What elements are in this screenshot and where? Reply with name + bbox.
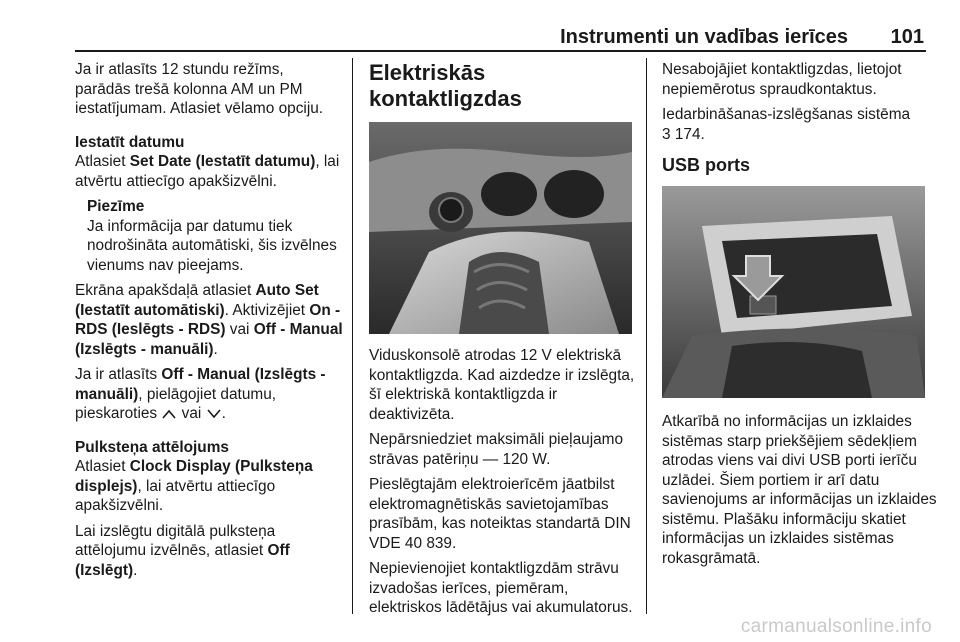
- chevron-up-icon: [161, 408, 177, 420]
- page-header: [75, 0, 926, 48]
- clock-heading: Pulksteņa attēlojums: [75, 438, 229, 456]
- intro-paragraph: Ja ir atlasīts 12 stundu režīms, parādās trešā kolonna AM un PM iestatījumam. Atlasiet vēlamo opciju.: [75, 61, 324, 117]
- note-text: Ja informācija par datumu tiek nodrošināta automātiski, šis izvēlnes vienums nav pieejams.: [87, 217, 337, 274]
- auto-set-paragraph: Ekrāna apakšdaļā atlasiet Auto Set (Iestatīt automātiski). Aktivizējiet On - RDS (Ieslēgts - RDS) vai Off - Manual (Izslēgts - manuāli).: [75, 282, 343, 358]
- outlet-paragraph-4: Nepievienojiet kontaktligzdām strāvu izvadošas ierīces, piemēram, elektriskos lādētājus vai akumulatorus.: [369, 560, 633, 616]
- power-outlet-image: [369, 122, 632, 334]
- column-2: [369, 60, 639, 624]
- column-divider-1: [352, 58, 353, 614]
- clock-paragraph-2: Lai izslēgtu digitālā pulksteņa attēlojumu izvēlnēs, atlasiet Off (Izslēgt).: [75, 522, 290, 579]
- watermark: carmanualsonline.info: [740, 616, 932, 637]
- set-date-option: Set Date (Iestatīt datumu): [129, 153, 316, 170]
- outlet-paragraph-1: Viduskonsolē atrodas 12 V elektriskā kontaktligzda. Kad aizdedze ir izslēgta, šī elektriskā kontaktligzda ir deaktivizēta.: [369, 347, 635, 423]
- page-title: Instrumenti un vadības ierīces: [560, 26, 848, 48]
- outlet-paragraph-3: Pieslēgtajām elektroierīcēm jāatbilst elektromagnētiskās savietojamības prasībām, kas noteiktas standartā DIN VDE 40 839.: [369, 476, 631, 552]
- page-number: 101: [890, 26, 924, 48]
- page-ref-icon: 3 174.: [662, 125, 705, 143]
- outlet-paragraph-2: Nepārsniedziet maksimāli pieļaujamo strāvas patēriņu — 120 W.: [369, 431, 624, 468]
- usb-port-image: [662, 186, 925, 398]
- start-stop-reference: Iedarbināšanas-izslēgšanas sistēma 3 174.: [662, 106, 911, 143]
- usb-ports-title: USB ports: [662, 155, 751, 175]
- header-rule: [75, 50, 926, 52]
- usb-paragraph: Atkarībā no informācijas un izklaides sistēmas starp priekšējiem sēdekļiem atrodas viens vai divi USB porti ierīču uzlādei. Šiem portiem ir arī datu savienojums ar informācijas un izklaides sistēmu. Plašāku informāciju skatiet informācijas un izklaides sistēmas rokasgrāmatā.: [662, 413, 937, 567]
- column-divider-2: [646, 58, 647, 614]
- chevron-down-icon: [206, 408, 222, 420]
- note-box: [87, 197, 343, 275]
- plug-warning-paragraph: Nesabojājiet kontaktligzdas, lietojot nepiemērotus spraudkontaktus.: [662, 61, 902, 98]
- manual-paragraph: Ja ir atlasīts Off - Manual (Izslēgts - manuāli), pielāgojiet datumu, pieskaroties vai .: [75, 366, 326, 422]
- column-1: [75, 60, 343, 586]
- date-paragraph: Atlasiet Set Date (Iestatīt datumu), lai atvērtu attiecīgo apakšizvēlni.: [75, 153, 340, 190]
- power-outlets-title: Elektriskās kontaktligzdas: [369, 60, 522, 111]
- column-3: [662, 60, 954, 574]
- note-title: Piezīme: [87, 198, 145, 215]
- date-heading: Iestatīt datumu: [75, 133, 185, 151]
- clock-paragraph-1: Atlasiet Clock Display (Pulksteņa displejs), lai atvērtu attiecīgo apakšizvēlni.: [75, 458, 313, 514]
